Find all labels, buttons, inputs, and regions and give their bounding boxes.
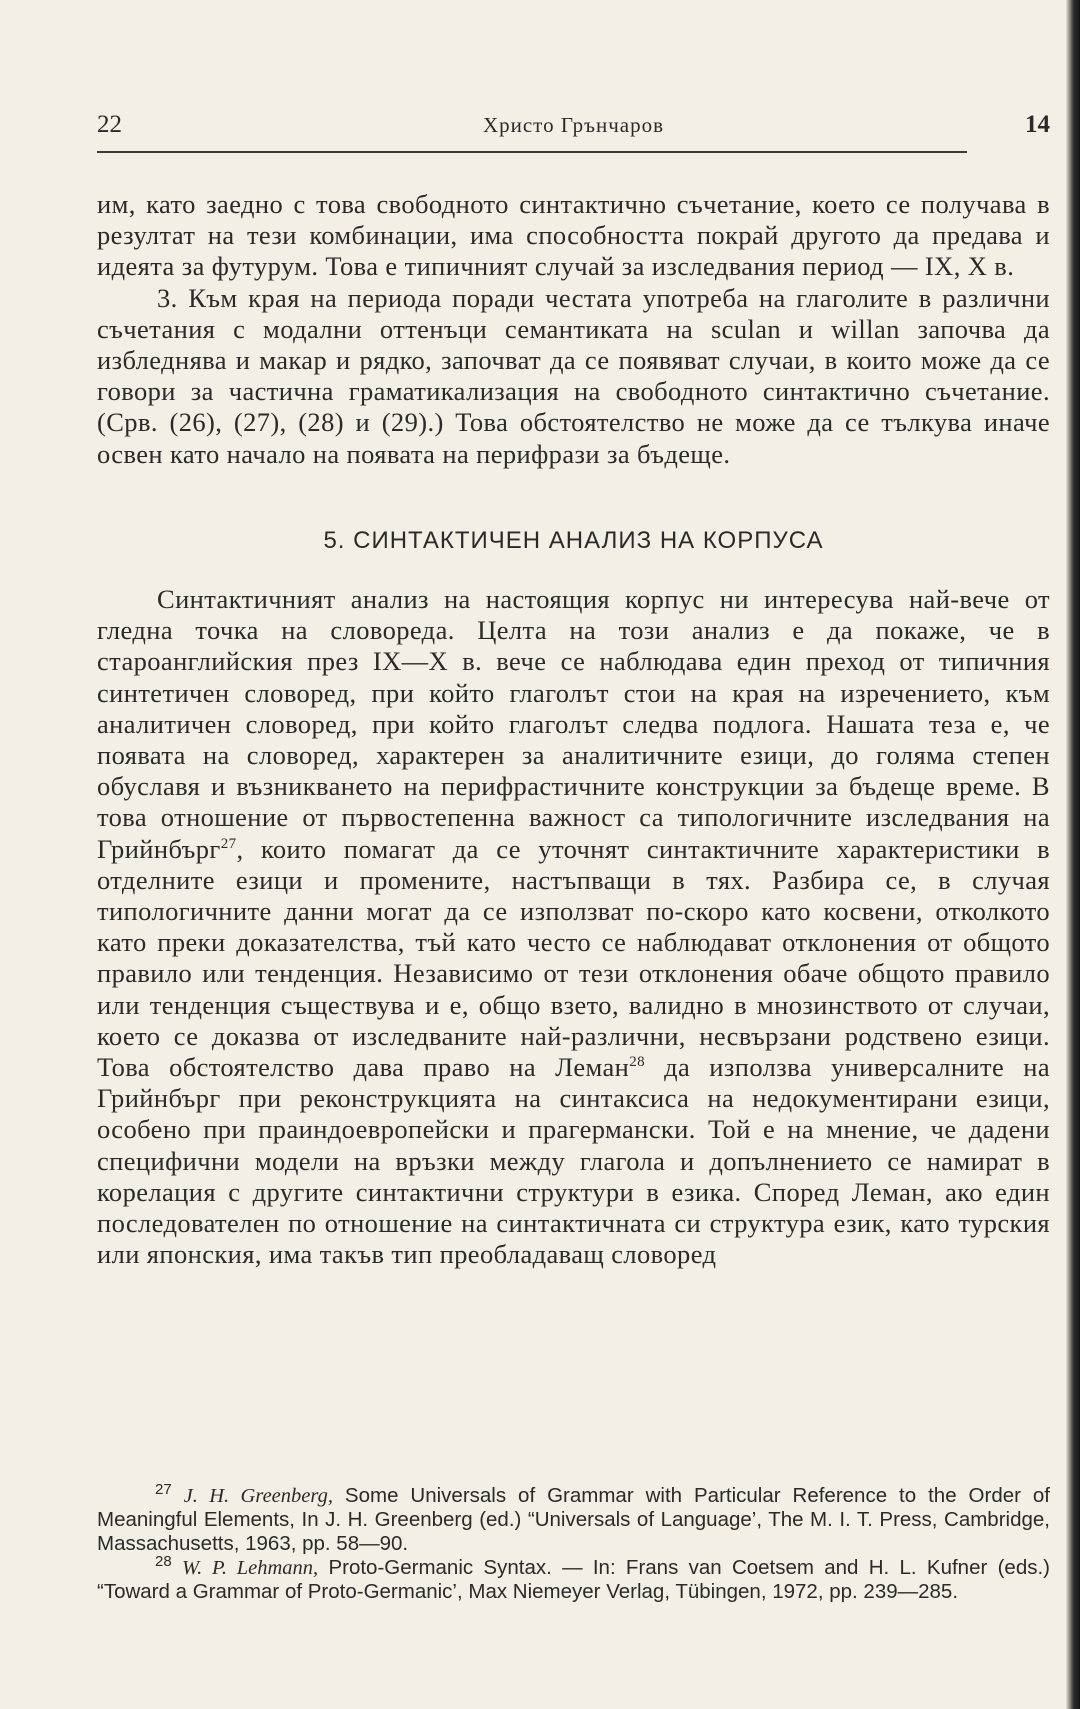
running-head-author: Христо Грънчаров bbox=[482, 113, 665, 137]
paragraph: 3. Към края на периода поради честата употреба на глаголите в различни съчетания с модални оттенъци семантиката на sculan и willan започва да избледнява и макар и рядко, започват да се появяват случаи, в които може да се говори за частична граматикализация на свободното синтактично съчетание. (Срв. (26), (27), (28) и (29).) Това обстоятелство не може да се тълкува иначе освен като начало на появата на перифрази за бъдеще. bbox=[97, 282, 1050, 469]
main-text bbox=[97, 189, 1050, 1271]
paragraph: им, като заедно с това свободното синтактично съчетание, което се получава в резултат на тези комбинации, има способността покрай другото да предава и идеята за футурум. Това е типичният случай за изследвания период — IX, X в. bbox=[97, 189, 1050, 282]
footnotes bbox=[97, 1481, 1050, 1604]
footnote-number: 27 bbox=[155, 1481, 172, 1499]
footnote-ref: 28 bbox=[629, 1054, 646, 1071]
footnote-ref: 27 bbox=[220, 835, 237, 852]
footnote-number: 28 bbox=[155, 1553, 172, 1571]
signature-mark: 14 bbox=[1025, 111, 1050, 138]
section-heading: 5. СИНТАКТИЧЕН АНАЛИЗ НА КОРПУСА bbox=[323, 526, 824, 554]
footnote-text: Some Universals of Grammar with Particular Reference to the Order of Meaningful Elements, In J. H. Greenberg (ed.) “Universals of Language’, The M. I. T. Press, Cambridge, Massachusetts, 1963, pp. 58—90. bbox=[97, 1484, 1050, 1555]
footnote-author: J. H. Greenberg, bbox=[183, 1485, 333, 1507]
book-edge bbox=[1066, 0, 1080, 1709]
running-header bbox=[97, 108, 1050, 142]
footnote-text: Proto-Germanic Syntax. — In: Frans van Coetsem and H. L. Kufner (eds.) “Toward a Grammar of Proto-Germanic’, Max Niemeyer Verlag, Tübingen, 1972, pp. 239—285. bbox=[97, 1556, 1050, 1603]
paragraph-text: Синтактичният анализ на настоящия корпус ни интересува най-вече от гледна точка на словореда. Целта на този анализ е да покаже, че в староанглийския през IX—X в. вече се наблюдава един преход от типичния синтетичен словоред, при който глаголът стои на края на изречението, към аналитичен словоред, при който глаголът следва подлога. Нашата теза е, че появата на словоред, характерен за аналитичните езици, до голяма степен обуславя и възникването на перифрастичните конструкции за бъдеще време. В това отношение от първостепенна важност са типологичните изследвания на Грийнбърг bbox=[97, 584, 1050, 864]
header-rule bbox=[97, 151, 967, 153]
paragraph bbox=[97, 584, 1050, 1270]
page-number: 22 bbox=[97, 111, 122, 138]
paragraph-text: да използва универсалните на Грийнбърг при реконструкцията на синтаксиса на недокументирани езици, особено при праиндоевропейски и прагермански. Той е на мнение, че дадени специфични модели на връзки между глагола и допълнението се намират в корелация с другите синтактични структури в езика. Според Леман, ако един последователен по отношение на синтактичната си структура език, като турския или японския, има такъв тип преобладаващ словоред bbox=[97, 1052, 1050, 1270]
paragraph-text: , които помагат да се уточнят синтактичните характеристики в отделните езици и промените, настъпващи в тях. Разбира се, в случая типологичните данни могат да се използват по-скоро като косвени, отколкото като преки доказателства, тъй като често се наблюдават отклонения от общото правило или тенденция. Независимо от тези отклонения обаче общото правило или тенденция съществува и е, общо взето, валидно в мнозинството от случаи, което се доказва от изследваните най-различни, несвързани родствено езици. Това обстоятелство дава право на Леман bbox=[97, 833, 1050, 1083]
footnote bbox=[97, 1553, 1050, 1604]
footnote-author: W. P. Lehmann, bbox=[181, 1557, 319, 1579]
footnote bbox=[97, 1481, 1050, 1556]
